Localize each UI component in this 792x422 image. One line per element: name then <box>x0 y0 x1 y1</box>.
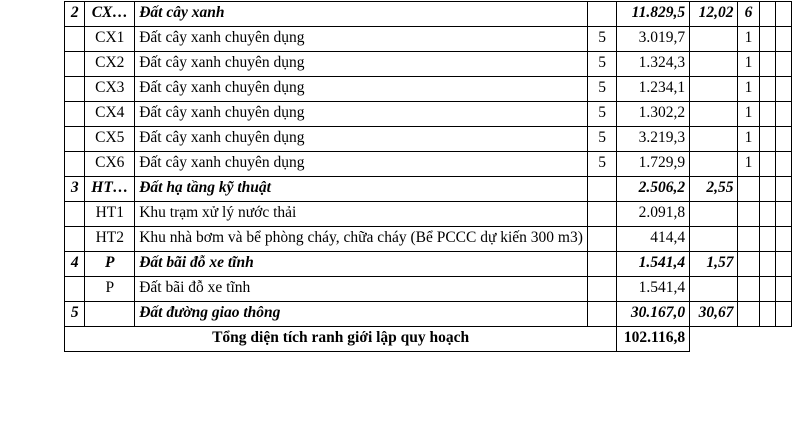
table-group-row <box>65 177 792 202</box>
table-group-row <box>65 302 792 327</box>
area-value-cell: 2.091,8 <box>617 202 690 227</box>
percent-value-cell <box>690 227 738 252</box>
floor-count-cell <box>587 2 616 27</box>
row-number-cell <box>65 52 85 77</box>
land-name-cell: Đất đường giao thông <box>135 302 588 327</box>
empty-cell <box>775 102 791 127</box>
floor-count-cell <box>587 252 616 277</box>
percent-value-cell: 12,02 <box>690 2 738 27</box>
row-number-cell <box>65 77 85 102</box>
total-row <box>65 327 792 352</box>
floor-count-cell: 5 <box>587 77 616 102</box>
land-name-cell: Đất cây xanh chuyên dụng <box>135 77 588 102</box>
lot-count-cell <box>738 252 759 277</box>
percent-value-cell <box>690 202 738 227</box>
lot-count-cell: 1 <box>738 127 759 152</box>
floor-count-cell <box>587 302 616 327</box>
table-row <box>65 227 792 252</box>
percent-value-cell <box>690 77 738 102</box>
land-code-cell: CX3 <box>85 77 135 102</box>
total-label: Tổng diện tích ranh giới lập quy hoạch <box>65 327 617 352</box>
empty-cell <box>759 177 775 202</box>
floor-count-cell <box>587 202 616 227</box>
floor-count-cell <box>587 227 616 252</box>
table-row <box>65 202 792 227</box>
lot-count-cell <box>738 302 759 327</box>
lot-count-cell <box>738 277 759 302</box>
empty-cell <box>775 2 791 27</box>
floor-count-cell: 5 <box>587 52 616 77</box>
lot-count-cell <box>738 227 759 252</box>
empty-cell <box>759 2 775 27</box>
area-value-cell: 1.541,4 <box>617 252 690 277</box>
land-code-cell: HT… <box>85 177 135 202</box>
blank-area <box>690 327 792 352</box>
lot-count-cell: 1 <box>738 152 759 177</box>
percent-value-cell <box>690 127 738 152</box>
area-value-cell: 414,4 <box>617 227 690 252</box>
empty-cell <box>759 102 775 127</box>
floor-count-cell: 5 <box>587 27 616 52</box>
land-name-cell: Khu nhà bơm và bể phòng cháy, chữa cháy (Bể PCCC dự kiến 300 m3) <box>135 227 588 252</box>
empty-cell <box>775 277 791 302</box>
land-code-cell <box>85 302 135 327</box>
empty-cell <box>759 152 775 177</box>
floor-count-cell: 5 <box>587 102 616 127</box>
lot-count-cell <box>738 177 759 202</box>
land-name-cell: Đất bãi đỗ xe tĩnh <box>135 277 588 302</box>
empty-cell <box>759 302 775 327</box>
land-use-table-body <box>65 2 792 352</box>
empty-cell <box>759 227 775 252</box>
percent-value-cell: 2,55 <box>690 177 738 202</box>
table-row <box>65 52 792 77</box>
row-number-cell: 5 <box>65 302 85 327</box>
percent-value-cell <box>690 152 738 177</box>
land-name-cell: Đất bãi đỗ xe tĩnh <box>135 252 588 277</box>
area-value-cell: 3.219,3 <box>617 127 690 152</box>
lot-count-cell: 1 <box>738 27 759 52</box>
percent-value-cell <box>690 277 738 302</box>
empty-cell <box>775 77 791 102</box>
area-value-cell: 1.234,1 <box>617 77 690 102</box>
row-number-cell <box>65 277 85 302</box>
area-value-cell: 1.302,2 <box>617 102 690 127</box>
area-value-cell: 30.167,0 <box>617 302 690 327</box>
land-name-cell: Đất hạ tầng kỹ thuật <box>135 177 588 202</box>
percent-value-cell <box>690 102 738 127</box>
empty-cell <box>759 27 775 52</box>
floor-count-cell <box>587 277 616 302</box>
table-row <box>65 77 792 102</box>
land-code-cell: CX6 <box>85 152 135 177</box>
percent-value-cell <box>690 27 738 52</box>
empty-cell <box>775 302 791 327</box>
land-name-cell: Đất cây xanh chuyên dụng <box>135 102 588 127</box>
land-use-table <box>64 1 792 352</box>
land-name-cell: Khu trạm xử lý nước thải <box>135 202 588 227</box>
empty-cell <box>775 177 791 202</box>
total-area-value: 102.116,8 <box>617 327 690 352</box>
table-group-row <box>65 252 792 277</box>
land-code-cell: CX1 <box>85 27 135 52</box>
row-number-cell <box>65 27 85 52</box>
land-code-cell: P <box>85 277 135 302</box>
area-value-cell: 1.324,3 <box>617 52 690 77</box>
empty-cell <box>759 52 775 77</box>
empty-cell <box>759 277 775 302</box>
land-code-cell: P <box>85 252 135 277</box>
land-name-cell: Đất cây xanh <box>135 2 588 27</box>
table-group-row <box>65 2 792 27</box>
row-number-cell: 2 <box>65 2 85 27</box>
empty-cell <box>775 52 791 77</box>
row-number-cell <box>65 202 85 227</box>
row-number-cell <box>65 152 85 177</box>
empty-cell <box>759 202 775 227</box>
lot-count-cell: 1 <box>738 77 759 102</box>
row-number-cell <box>65 102 85 127</box>
table-row <box>65 277 792 302</box>
row-number-cell: 3 <box>65 177 85 202</box>
land-name-cell: Đất cây xanh chuyên dụng <box>135 52 588 77</box>
floor-count-cell: 5 <box>587 152 616 177</box>
floor-count-cell <box>587 177 616 202</box>
land-code-cell: HT1 <box>85 202 135 227</box>
empty-cell <box>759 77 775 102</box>
land-name-cell: Đất cây xanh chuyên dụng <box>135 127 588 152</box>
percent-value-cell: 30,67 <box>690 302 738 327</box>
land-code-cell: CX2 <box>85 52 135 77</box>
land-code-cell: CX5 <box>85 127 135 152</box>
land-name-cell: Đất cây xanh chuyên dụng <box>135 152 588 177</box>
row-number-cell: 4 <box>65 252 85 277</box>
empty-cell <box>759 127 775 152</box>
empty-cell <box>775 27 791 52</box>
row-number-cell <box>65 127 85 152</box>
lot-count-cell: 1 <box>738 102 759 127</box>
lot-count-cell: 6 <box>738 2 759 27</box>
table-row <box>65 127 792 152</box>
land-name-cell: Đất cây xanh chuyên dụng <box>135 27 588 52</box>
land-code-cell: HT2 <box>85 227 135 252</box>
area-value-cell: 3.019,7 <box>617 27 690 52</box>
row-number-cell <box>65 227 85 252</box>
empty-cell <box>775 127 791 152</box>
area-value-cell: 1.729,9 <box>617 152 690 177</box>
area-value-cell: 11.829,5 <box>617 2 690 27</box>
empty-cell <box>775 152 791 177</box>
percent-value-cell: 1,57 <box>690 252 738 277</box>
table-row <box>65 27 792 52</box>
empty-cell <box>775 202 791 227</box>
floor-count-cell: 5 <box>587 127 616 152</box>
area-value-cell: 1.541,4 <box>617 277 690 302</box>
lot-count-cell <box>738 202 759 227</box>
empty-cell <box>775 227 791 252</box>
land-code-cell: CX… <box>85 2 135 27</box>
lot-count-cell: 1 <box>738 52 759 77</box>
area-value-cell: 2.506,2 <box>617 177 690 202</box>
percent-value-cell <box>690 52 738 77</box>
empty-cell <box>775 252 791 277</box>
land-code-cell: CX4 <box>85 102 135 127</box>
empty-cell <box>759 252 775 277</box>
table-row <box>65 102 792 127</box>
table-row <box>65 152 792 177</box>
